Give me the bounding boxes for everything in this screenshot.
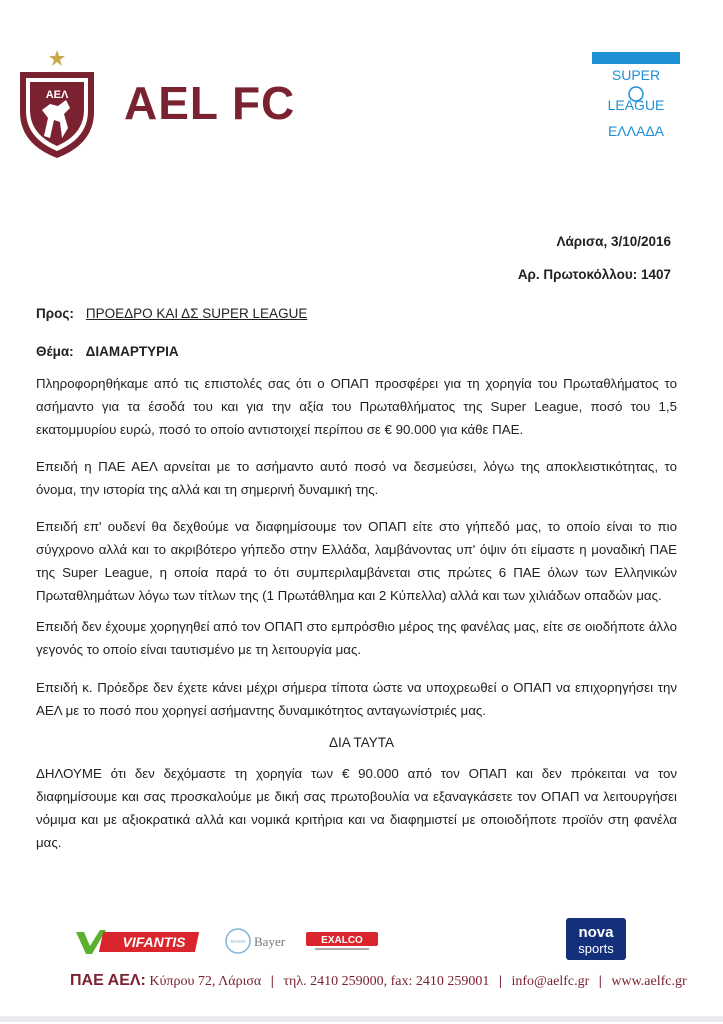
- paragraph-1: Πληροφορηθήκαμε από τις επιστολές σας ότι ο ΟΠΑΠ προσφέρει για τη χορηγία του Πρωταθλήματος το ασήμαντο για τα έσοδά του και για την αξία του Πρωταθλήματος της Super League, ποσό του 1,5 εκατομμυρίου ευρώ, ποσό το οποίο αντιστοιχεί περίπου σε € 90.000 για κάθε ΠΑΕ.: [36, 376, 677, 437]
- super-league-logo-icon: [590, 50, 682, 146]
- league-line-3: ΕΛΛΑΔΑ: [607, 123, 665, 139]
- exalco-text: EXALCO: [321, 935, 363, 946]
- paragraph-4: Επειδή δεν έχουμε χορηγηθεί από τον ΟΠΑΠ στο εμπρόσθιο μέρος της φανέλας μας, είτε σε οιοδήποτε άλλο γεγονός το οποίο είναι ταυτισμένο με τη λειτουργία μας.: [36, 619, 677, 657]
- footer-separator: |: [498, 974, 502, 989]
- footer-email: info@aelfc.gr: [511, 974, 590, 989]
- footer-org: ΠΑΕ ΑΕΛ:: [70, 972, 146, 989]
- footer-address: Κύπρου 72, Λάρισα: [149, 974, 262, 989]
- sports-text: sports: [578, 941, 614, 956]
- recipient-value: ΠΡΟΕΔΡΟ ΚΑΙ ΔΣ SUPER LEAGUE: [85, 306, 308, 321]
- letter-date: Λάρισα, 3/10/2016: [556, 234, 671, 249]
- vifantis-text: VIFANTIS: [122, 934, 186, 950]
- paragraph-5: Επειδή κ. Πρόεδρε δεν έχετε κάνει μέχρι σήμερα τίποτα ώστε να υποχρεωθεί ο ΟΠΑΠ να επιχορηγήσει την ΑΕΛ με το ποσό που χορηγεί ασήμαντης δυναμικότητος ανταγωνίστριές μας.: [36, 680, 677, 718]
- bayer-cross-text: BAYER: [230, 939, 246, 944]
- paragraph-3: Επειδή επ' ουδενί θα δεχθούμε να διαφημίσουμε τον ΟΠΑΠ είτε στο γήπεδό μας, το οποίο είναι το πιο σύγχρονο αλλά και το ακριβότερο γήπεδο στην Ελλάδα, λαμβάνοντας υπ' όψιν ότι είμαστε η μοναδική ΠΑΕ της Super League, η οποία παρά το ότι συμπεριλαμβάνεται στις πρώτες 6 ΠΑΕ όλων των Ελληνικών Πρωταθλημάτων λόγω των τίτλων της (1 Πρωτάθλημα και 2 Κύπελλα) αλλά και των χιλιάδων οπαδών μας.: [36, 519, 677, 603]
- nova-text: nova: [578, 924, 614, 941]
- footer-phone: τηλ. 2410 259000, fax: 2410 259001: [283, 974, 490, 989]
- paragraph-2: Επειδή η ΠΑΕ ΑΕΛ αρνείται με το ασήμαντο αυτό ποσό να δεσμεύσει, λόγω της αποκλειστικότητας, το όνομα, την ιστορία της αλλά και τη σημερινή δυναμική της.: [36, 459, 677, 497]
- ael-crest-icon: [14, 48, 100, 160]
- bayer-text: Bayer: [254, 934, 286, 949]
- league-line-1: SUPER: [611, 67, 661, 83]
- paragraph-6: ΔΗΛΟΥΜΕ ότι δεν δεχόμαστε τη χορηγία των € 90.000 από τον ΟΠΑΠ και δεν πρόκειται να τον διαφημίσουμε και σας προσκαλούμε με δική σας πρωτοβουλία να εξαναγκάσετε τον ΟΠΑΠ να λειτουργήσει νόμιμα και με αξιοκρατικά αλλά και νομικά κριτήρια και να διαφημιστεί με οποιοδήποτε προϊόν στη φανέλα μας.: [36, 766, 677, 850]
- footer-border: [0, 1016, 723, 1022]
- recipient-label: Προς:: [36, 306, 74, 321]
- crest-text: ΑΕΛ: [45, 89, 69, 101]
- nova-sports-logo: [566, 918, 626, 960]
- subject-row: [36, 344, 179, 359]
- protocol-number: Αρ. Πρωτοκόλλου: 1407: [517, 267, 671, 282]
- subject-label: Θέμα:: [36, 344, 74, 359]
- vifantis-logo: [74, 928, 202, 956]
- footer-separator: |: [598, 974, 602, 989]
- footer-website: www.aelfc.gr: [611, 974, 687, 989]
- bayer-logo: [224, 926, 294, 956]
- club-name: AEL FC: [124, 77, 296, 129]
- footer-separator: |: [270, 974, 274, 989]
- subject-value: ΔΙΑΜΑΡΤΥΡΙΑ: [85, 344, 179, 359]
- footer-contact: [70, 972, 687, 990]
- recipient-row: [36, 306, 307, 321]
- exalco-logo: [305, 930, 379, 952]
- league-line-2: LEAGUE: [607, 97, 665, 113]
- section-heading: ΔΙΑ ΤΑΥΤΑ: [328, 735, 395, 750]
